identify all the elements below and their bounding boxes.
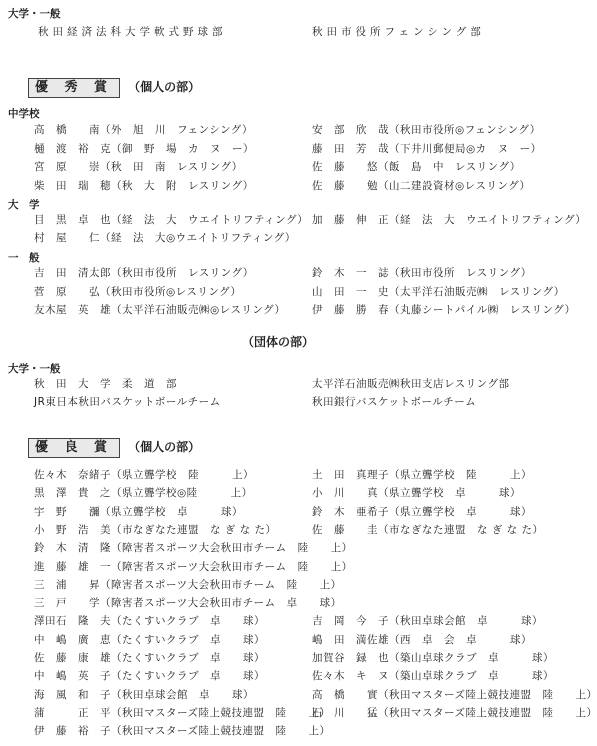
good-entry-right: 吉 岡 今 子（秋田卓球会館 卓 球） <box>312 615 543 628</box>
junior-row <box>0 179 556 194</box>
good-entry-right: 石 川 猛（秋田マスターズ陸上競技連盟 陸 上） <box>312 706 597 719</box>
good-entry-right: 加賀谷 録 也（築山卓球クラブ 卓 球） <box>312 652 554 664</box>
good-entry-right: 佐々木 キ ヌ（築山卓球クラブ 卓 球） <box>312 670 554 683</box>
group-entry-right: 秋田銀行バスケットボールチーム <box>312 396 477 408</box>
category-university: 大 学 <box>8 199 40 211</box>
good-entry-left: 伊 藤 裕 子（秋田マスターズ陸上競技連盟 陸 上） <box>34 725 331 738</box>
general-entry-left: 菅 原 弘（秋田市役所◎レスリング） <box>34 285 242 298</box>
good-row <box>0 468 556 483</box>
good-row <box>0 560 556 575</box>
category-junior: 中学校 <box>8 108 40 120</box>
group-section-header: 大学・一般 <box>8 363 61 375</box>
good-entry-right: 小 川 真（県立聾学校 卓 球） <box>312 487 521 500</box>
good-row <box>0 614 556 629</box>
good-entry-right: 高 橋 實（秋田マスターズ陸上競技連盟 陸 上） <box>312 688 597 701</box>
good-entry-right: 嶋 田 満佐雄（西 卓 会 卓 球） <box>312 633 532 646</box>
good-entry-left: 佐々木 奈緒子（県立聾学校 陸 上） <box>34 469 254 481</box>
university-entry-left: 村 屋 仁（経 法 大◎ウエイトリフティング） <box>34 232 296 244</box>
junior-row <box>0 160 556 175</box>
group-entry-right: 太平洋石油販売㈱秋田支店レスリング部 <box>312 378 510 390</box>
good-row <box>0 706 597 721</box>
group-row <box>0 377 556 392</box>
good-award-subtitle: （個人の部） <box>128 440 201 454</box>
general-entry-right: 鈴 木 一 誌（秋田市役所 レスリング） <box>312 267 532 279</box>
university-row <box>0 231 556 246</box>
good-entry-right: 佐 藤 圭（市なぎなた連盟 な ぎ な た） <box>312 523 544 536</box>
general-entry-left: 吉 田 清太郎（秋田市役所 レスリング） <box>34 267 254 279</box>
good-entry-left: 中 嶋 英 子（たくすいクラブ 卓 球） <box>34 670 265 683</box>
good-entry-right: 鈴 木 亜希子（県立聾学校 卓 球） <box>312 505 532 518</box>
excellent-award-subtitle: （個人の部） <box>128 80 201 94</box>
good-entry-left: 宇 野 瀰（県立聾学校 卓 球） <box>34 505 243 518</box>
junior-entry-left: 樋 渡 裕 克（御 野 場 カ ヌ ー） <box>34 142 254 155</box>
junior-entry-left: 柴 田 瑞 穂（秋 大 附 レスリング） <box>34 179 254 192</box>
general-entry-left: 友木屋 英 雄（太平洋石油販売㈱◎レスリング） <box>34 304 286 316</box>
good-row <box>0 633 556 648</box>
good-entry-left: 小 野 浩 美（市なぎなた連盟 な ぎ な た） <box>34 523 277 536</box>
top-section-header: 大学・一般 <box>8 8 61 20</box>
general-entry-right: 伊 藤 勝 春（丸藤シートパイル㈱ レスリング） <box>312 304 576 316</box>
good-row <box>0 523 556 538</box>
junior-row <box>0 142 556 157</box>
top-team-right: 秋田市役所フェンシング部 <box>312 26 485 38</box>
general-row <box>0 303 576 318</box>
junior-entry-right: 佐 藤 悠（飯 島 中 レスリング） <box>312 161 521 173</box>
good-row <box>0 596 556 611</box>
general-row <box>0 266 556 281</box>
university-row <box>0 213 587 228</box>
good-entry-left: 海 風 和 子（秋田卓球会館 卓 球） <box>34 688 254 701</box>
good-row <box>0 505 556 520</box>
good-entry-left: 佐 藤 康 雄（たくすいクラブ 卓 球） <box>34 652 265 664</box>
group-entry-left: JR東日本秋田バスケットボールチーム <box>34 396 221 408</box>
group-entry-left: 秋 田 大 学 柔 道 部 <box>34 378 177 390</box>
good-entry-left: 進 藤 雄 一（障害者スポーツ大会秋田市チーム 陸 上） <box>34 560 353 573</box>
good-row <box>0 724 556 739</box>
good-row <box>0 541 556 556</box>
excellent-award-label: 優 秀 賞 <box>28 78 120 98</box>
junior-entry-right: 安 部 欣 哉（秋田市役所◎フェンシング） <box>312 124 541 136</box>
good-entry-left: 蒲 正 平（秋田マスターズ陸上競技連盟 陸 上） <box>34 706 331 719</box>
good-entry-left: 澤田石 隆 夫（たくすいクラブ 卓 球） <box>34 615 265 628</box>
good-row <box>0 669 556 684</box>
junior-row <box>0 123 556 138</box>
good-row <box>0 578 556 593</box>
excellent-award-heading <box>28 78 200 98</box>
category-general: 一 般 <box>8 252 40 264</box>
junior-entry-left: 高 橋 南（外 旭 川 フェンシング） <box>34 124 254 136</box>
group-section-title: （団体の部） <box>241 335 314 349</box>
good-award-label: 優 良 賞 <box>28 438 120 458</box>
university-entry-right: 加 藤 伸 正（経 法 大 ウエイトリフティング） <box>312 214 587 226</box>
good-entry-right: 土 田 真理子（県立聾学校 陸 上） <box>312 469 532 481</box>
good-row <box>0 651 556 666</box>
university-entry-left: 目 黒 卓 也（経 法 大 ウエイトリフティング） <box>34 214 309 226</box>
good-award-heading <box>28 438 200 458</box>
junior-entry-left: 宮 原 崇（秋 田 南 レスリング） <box>34 161 243 173</box>
top-team-left: 秋田経済法科大学軟式野球部 <box>38 26 227 38</box>
good-row <box>0 688 597 703</box>
good-row <box>0 486 556 501</box>
good-entry-left: 黒 澤 貴 之（県立聾学校◎陸 上） <box>34 487 253 500</box>
good-entry-left: 三 戸 学（障害者スポーツ大会秋田市チーム 卓 球） <box>34 597 342 610</box>
group-row <box>0 395 556 410</box>
junior-entry-right: 藤 田 芳 哉（下井川郵便局◎カ ヌ ー） <box>312 142 542 155</box>
general-row <box>0 285 565 300</box>
junior-entry-right: 佐 藤 勉（山二建設資材◎レスリング） <box>312 179 531 192</box>
good-entry-left: 鈴 木 清 隆（障害者スポーツ大会秋田市チーム 陸 上） <box>34 542 353 555</box>
good-entry-left: 中 嶋 廣 恵（たくすいクラブ 卓 球） <box>34 633 265 646</box>
general-entry-right: 山 田 一 史（太平洋石油販売㈱ レスリング） <box>312 285 565 298</box>
good-entry-left: 三 浦 昇（障害者スポーツ大会秋田市チーム 陸 上） <box>34 578 342 591</box>
